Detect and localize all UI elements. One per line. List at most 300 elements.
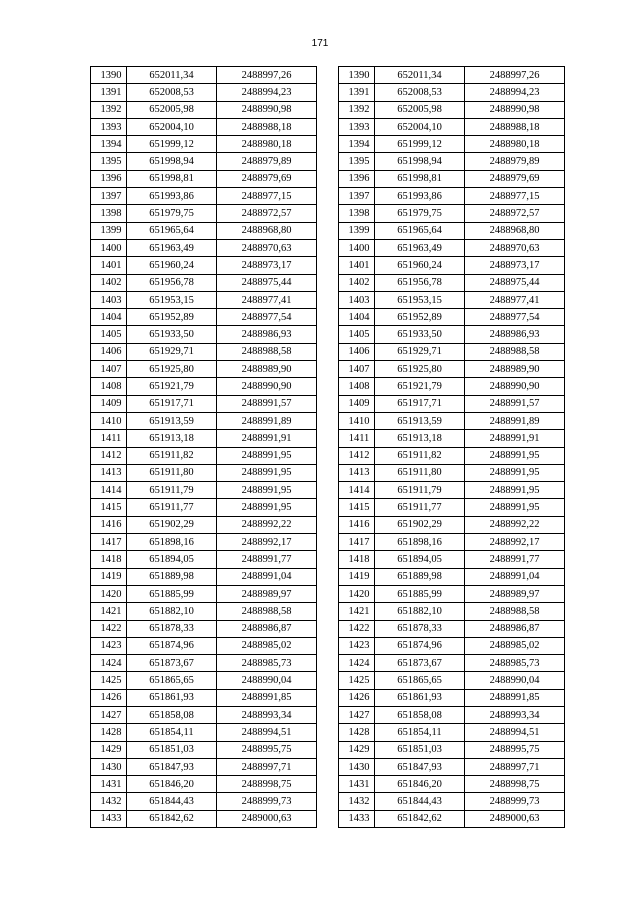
x-coordinate-cell: 651911,79 [375,482,465,499]
point-number-cell: 1402 [339,274,375,291]
point-number-cell: 1401 [91,257,127,274]
point-number-cell: 1430 [91,758,127,775]
x-coordinate-cell: 651902,29 [127,516,217,533]
y-coordinate-cell: 2488991,85 [217,689,317,706]
y-coordinate-cell: 2488992,22 [465,516,565,533]
table-row [91,412,317,429]
point-number-cell: 1421 [91,603,127,620]
y-coordinate-cell: 2488993,34 [217,706,317,723]
table-row [339,776,565,793]
table-row [339,482,565,499]
y-coordinate-cell: 2488994,23 [465,84,565,101]
x-coordinate-cell: 651885,99 [127,585,217,602]
y-coordinate-cell: 2488979,69 [217,170,317,187]
x-coordinate-cell: 651913,59 [127,412,217,429]
x-coordinate-cell: 651917,71 [127,395,217,412]
point-number-cell: 1392 [339,101,375,118]
point-number-cell: 1411 [91,430,127,447]
table-row [339,585,565,602]
point-number-cell: 1423 [339,637,375,654]
x-coordinate-cell: 651851,03 [127,741,217,758]
y-coordinate-cell: 2488988,58 [465,603,565,620]
point-number-cell: 1418 [339,551,375,568]
point-number-cell: 1392 [91,101,127,118]
y-coordinate-cell: 2488986,87 [217,620,317,637]
x-coordinate-cell: 651993,86 [375,188,465,205]
point-number-cell: 1414 [91,482,127,499]
point-number-cell: 1415 [91,499,127,516]
table-row [91,257,317,274]
y-coordinate-cell: 2488991,95 [465,482,565,499]
y-coordinate-cell: 2488994,51 [217,724,317,741]
y-coordinate-cell: 2488991,95 [217,447,317,464]
point-number-cell: 1407 [339,361,375,378]
point-number-cell: 1394 [339,136,375,153]
table-row [91,101,317,118]
table-row [91,551,317,568]
y-coordinate-cell: 2488973,17 [465,257,565,274]
y-coordinate-cell: 2488977,15 [465,188,565,205]
table-row [339,706,565,723]
x-coordinate-cell: 651913,59 [375,412,465,429]
point-number-cell: 1393 [91,118,127,135]
x-coordinate-cell: 651846,20 [375,776,465,793]
table-row [339,603,565,620]
y-coordinate-cell: 2488970,63 [217,239,317,256]
y-coordinate-cell: 2488991,77 [217,551,317,568]
x-coordinate-cell: 651952,89 [375,309,465,326]
point-number-cell: 1395 [339,153,375,170]
table-row [339,499,565,516]
table-row [339,689,565,706]
table-row [91,170,317,187]
point-number-cell: 1403 [91,291,127,308]
table-row [91,482,317,499]
y-coordinate-cell: 2488977,41 [217,291,317,308]
y-coordinate-cell: 2489000,63 [465,810,565,827]
x-coordinate-cell: 651999,12 [375,136,465,153]
x-coordinate-cell: 651953,15 [375,291,465,308]
table-row [339,257,565,274]
y-coordinate-cell: 2488999,73 [465,793,565,810]
table-row [91,84,317,101]
table-row [91,793,317,810]
x-coordinate-cell: 651933,50 [127,326,217,343]
x-coordinate-cell: 651911,82 [375,447,465,464]
y-coordinate-cell: 2488991,95 [465,464,565,481]
table-row [91,309,317,326]
x-coordinate-cell: 651921,79 [127,378,217,395]
table-row [91,430,317,447]
point-number-cell: 1402 [91,274,127,291]
y-coordinate-cell: 2488979,89 [465,153,565,170]
y-coordinate-cell: 2488991,95 [217,482,317,499]
x-coordinate-cell: 652008,53 [127,84,217,101]
y-coordinate-cell: 2488977,54 [465,309,565,326]
table-row [91,776,317,793]
x-coordinate-cell: 651911,80 [375,464,465,481]
point-number-cell: 1427 [91,706,127,723]
point-number-cell: 1396 [91,170,127,187]
point-number-cell: 1399 [339,222,375,239]
x-coordinate-cell: 652004,10 [375,118,465,135]
point-number-cell: 1429 [339,741,375,758]
point-number-cell: 1397 [339,188,375,205]
x-coordinate-cell: 651913,18 [127,430,217,447]
table-row [91,810,317,827]
x-coordinate-cell: 651865,65 [375,672,465,689]
table-row [91,291,317,308]
y-coordinate-cell: 2488991,85 [465,689,565,706]
table-row [91,239,317,256]
point-number-cell: 1410 [91,412,127,429]
table-row [339,447,565,464]
y-coordinate-cell: 2488992,22 [217,516,317,533]
y-coordinate-cell: 2488990,04 [217,672,317,689]
x-coordinate-cell: 652008,53 [375,84,465,101]
table-row [339,758,565,775]
table-row [339,118,565,135]
point-number-cell: 1427 [339,706,375,723]
point-number-cell: 1423 [91,637,127,654]
y-coordinate-cell: 2488990,90 [217,378,317,395]
x-coordinate-cell: 651993,86 [127,188,217,205]
x-coordinate-cell: 651952,89 [127,309,217,326]
point-number-cell: 1426 [91,689,127,706]
point-number-cell: 1415 [339,499,375,516]
table-row [339,188,565,205]
point-number-cell: 1417 [91,534,127,551]
table-row [339,395,565,412]
y-coordinate-cell: 2488992,17 [465,534,565,551]
page-number: 171 [311,38,329,49]
y-coordinate-cell: 2488985,02 [217,637,317,654]
table-row [91,153,317,170]
y-coordinate-cell: 2488994,51 [465,724,565,741]
table-row [339,67,565,84]
table-row [91,637,317,654]
table-row [91,395,317,412]
point-number-cell: 1424 [91,655,127,672]
y-coordinate-cell: 2488979,89 [217,153,317,170]
point-number-cell: 1417 [339,534,375,551]
y-coordinate-cell: 2488988,18 [465,118,565,135]
y-coordinate-cell: 2489000,63 [217,810,317,827]
point-number-cell: 1424 [339,655,375,672]
y-coordinate-cell: 2488991,57 [465,395,565,412]
point-number-cell: 1390 [339,67,375,84]
point-number-cell: 1425 [91,672,127,689]
table-row [91,655,317,672]
y-coordinate-cell: 2488986,93 [217,326,317,343]
table-row [91,205,317,222]
table-row [91,603,317,620]
point-number-cell: 1400 [339,239,375,256]
x-coordinate-cell: 651889,98 [127,568,217,585]
x-coordinate-cell: 651998,81 [375,170,465,187]
point-number-cell: 1390 [91,67,127,84]
x-coordinate-cell: 651911,80 [127,464,217,481]
x-coordinate-cell: 651925,80 [127,361,217,378]
point-number-cell: 1408 [339,378,375,395]
x-coordinate-cell: 651933,50 [375,326,465,343]
table-row [91,499,317,516]
table-row [91,326,317,343]
table-row [91,343,317,360]
point-number-cell: 1413 [91,464,127,481]
table-row [339,378,565,395]
y-coordinate-cell: 2488988,58 [217,603,317,620]
x-coordinate-cell: 652005,98 [375,101,465,118]
table-row [339,343,565,360]
point-number-cell: 1419 [339,568,375,585]
point-number-cell: 1416 [91,516,127,533]
table-row [91,447,317,464]
point-number-cell: 1399 [91,222,127,239]
table-row [339,222,565,239]
y-coordinate-cell: 2488991,04 [465,568,565,585]
x-coordinate-cell: 651854,11 [375,724,465,741]
y-coordinate-cell: 2488968,80 [217,222,317,239]
x-coordinate-cell: 651963,49 [127,239,217,256]
y-coordinate-cell: 2488991,95 [217,464,317,481]
y-coordinate-cell: 2488990,98 [465,101,565,118]
table-row [91,516,317,533]
x-coordinate-cell: 651979,75 [127,205,217,222]
point-number-cell: 1414 [339,482,375,499]
y-coordinate-cell: 2488985,73 [217,655,317,672]
x-coordinate-cell: 651847,93 [127,758,217,775]
table-row [91,67,317,84]
x-coordinate-cell: 652011,34 [375,67,465,84]
x-coordinate-cell: 651965,64 [127,222,217,239]
x-coordinate-cell: 651956,78 [127,274,217,291]
table-row [339,205,565,222]
table-row [339,741,565,758]
y-coordinate-cell: 2488991,95 [465,499,565,516]
y-coordinate-cell: 2488995,75 [465,741,565,758]
y-coordinate-cell: 2488990,98 [217,101,317,118]
table-row [339,793,565,810]
table-row [91,136,317,153]
y-coordinate-cell: 2488991,04 [217,568,317,585]
table-row [339,239,565,256]
point-number-cell: 1401 [339,257,375,274]
y-coordinate-cell: 2488985,73 [465,655,565,672]
y-coordinate-cell: 2488970,63 [465,239,565,256]
y-coordinate-cell: 2488980,18 [465,136,565,153]
y-coordinate-cell: 2488989,97 [465,585,565,602]
y-coordinate-cell: 2488991,57 [217,395,317,412]
x-coordinate-cell: 651844,43 [127,793,217,810]
x-coordinate-cell: 651965,64 [375,222,465,239]
point-number-cell: 1426 [339,689,375,706]
y-coordinate-cell: 2488995,75 [217,741,317,758]
y-coordinate-cell: 2488979,69 [465,170,565,187]
point-number-cell: 1422 [91,620,127,637]
point-number-cell: 1420 [91,585,127,602]
point-number-cell: 1430 [339,758,375,775]
table-row [339,291,565,308]
table-row [339,326,565,343]
y-coordinate-cell: 2488991,77 [465,551,565,568]
table-row [91,118,317,135]
x-coordinate-cell: 651873,67 [127,655,217,672]
y-coordinate-cell: 2488977,54 [217,309,317,326]
table-row [339,551,565,568]
table-row [339,101,565,118]
point-number-cell: 1407 [91,361,127,378]
y-coordinate-cell: 2488977,41 [465,291,565,308]
table-row [339,672,565,689]
x-coordinate-cell: 651925,80 [375,361,465,378]
y-coordinate-cell: 2488989,90 [465,361,565,378]
x-coordinate-cell: 651921,79 [375,378,465,395]
point-number-cell: 1422 [339,620,375,637]
point-number-cell: 1408 [91,378,127,395]
table-row [339,136,565,153]
point-number-cell: 1425 [339,672,375,689]
table-row [91,568,317,585]
point-number-cell: 1394 [91,136,127,153]
table-row [339,464,565,481]
table-row [339,655,565,672]
x-coordinate-cell: 651911,77 [127,499,217,516]
y-coordinate-cell: 2488998,75 [465,776,565,793]
x-coordinate-cell: 651898,16 [375,534,465,551]
point-number-cell: 1432 [339,793,375,810]
table-row [339,412,565,429]
point-number-cell: 1419 [91,568,127,585]
x-coordinate-cell: 651953,15 [127,291,217,308]
point-number-cell: 1416 [339,516,375,533]
y-coordinate-cell: 2488988,58 [217,343,317,360]
y-coordinate-cell: 2488999,73 [217,793,317,810]
table-row [91,222,317,239]
point-number-cell: 1398 [339,205,375,222]
x-coordinate-cell: 651858,08 [375,706,465,723]
x-coordinate-cell: 652004,10 [127,118,217,135]
y-coordinate-cell: 2488973,17 [217,257,317,274]
y-coordinate-cell: 2488972,57 [465,205,565,222]
x-coordinate-cell: 651963,49 [375,239,465,256]
table-row [91,741,317,758]
table-row [91,378,317,395]
table-row [91,724,317,741]
x-coordinate-cell: 651878,33 [127,620,217,637]
point-number-cell: 1432 [91,793,127,810]
table-row [91,689,317,706]
x-coordinate-cell: 651960,24 [375,257,465,274]
point-number-cell: 1431 [91,776,127,793]
x-coordinate-cell: 651842,62 [375,810,465,827]
point-number-cell: 1393 [339,118,375,135]
table-row [339,170,565,187]
point-number-cell: 1405 [91,326,127,343]
y-coordinate-cell: 2488975,44 [465,274,565,291]
table-row [339,516,565,533]
y-coordinate-cell: 2488988,18 [217,118,317,135]
x-coordinate-cell: 651911,82 [127,447,217,464]
point-number-cell: 1411 [339,430,375,447]
point-number-cell: 1429 [91,741,127,758]
table-row [339,810,565,827]
y-coordinate-cell: 2488989,90 [217,361,317,378]
coordinates-table-left [90,66,317,828]
x-coordinate-cell: 651913,18 [375,430,465,447]
x-coordinate-cell: 651882,10 [127,603,217,620]
y-coordinate-cell: 2488980,18 [217,136,317,153]
x-coordinate-cell: 651842,62 [127,810,217,827]
y-coordinate-cell: 2488988,58 [465,343,565,360]
coordinates-table-right [338,66,565,828]
x-coordinate-cell: 651882,10 [375,603,465,620]
x-coordinate-cell: 651911,79 [127,482,217,499]
point-number-cell: 1395 [91,153,127,170]
y-coordinate-cell: 2488994,23 [217,84,317,101]
point-number-cell: 1421 [339,603,375,620]
x-coordinate-cell: 651847,93 [375,758,465,775]
table-row [91,188,317,205]
x-coordinate-cell: 651911,77 [375,499,465,516]
x-coordinate-cell: 651998,94 [375,153,465,170]
x-coordinate-cell: 651956,78 [375,274,465,291]
point-number-cell: 1404 [339,309,375,326]
y-coordinate-cell: 2488997,26 [217,67,317,84]
table-row [339,430,565,447]
point-number-cell: 1396 [339,170,375,187]
table-row [339,274,565,291]
x-coordinate-cell: 651851,03 [375,741,465,758]
y-coordinate-cell: 2488985,02 [465,637,565,654]
table-row [91,758,317,775]
table-row [339,309,565,326]
x-coordinate-cell: 651861,93 [375,689,465,706]
point-number-cell: 1428 [339,724,375,741]
point-number-cell: 1409 [339,395,375,412]
x-coordinate-cell: 651889,98 [375,568,465,585]
point-number-cell: 1433 [91,810,127,827]
y-coordinate-cell: 2488997,71 [465,758,565,775]
y-coordinate-cell: 2488986,93 [465,326,565,343]
y-coordinate-cell: 2488992,17 [217,534,317,551]
x-coordinate-cell: 651873,67 [375,655,465,672]
x-coordinate-cell: 651999,12 [127,136,217,153]
table-row [339,724,565,741]
x-coordinate-cell: 651929,71 [127,343,217,360]
point-number-cell: 1397 [91,188,127,205]
x-coordinate-cell: 651898,16 [127,534,217,551]
point-number-cell: 1391 [91,84,127,101]
y-coordinate-cell: 2488991,89 [465,412,565,429]
x-coordinate-cell: 651979,75 [375,205,465,222]
y-coordinate-cell: 2488998,75 [217,776,317,793]
x-coordinate-cell: 651894,05 [127,551,217,568]
y-coordinate-cell: 2488972,57 [217,205,317,222]
y-coordinate-cell: 2488975,44 [217,274,317,291]
point-number-cell: 1406 [339,343,375,360]
table-row [339,620,565,637]
y-coordinate-cell: 2488991,91 [465,430,565,447]
point-number-cell: 1428 [91,724,127,741]
table-row [91,534,317,551]
point-number-cell: 1409 [91,395,127,412]
x-coordinate-cell: 651894,05 [375,551,465,568]
x-coordinate-cell: 651874,96 [375,637,465,654]
coordinates-table-right-body [339,67,565,828]
x-coordinate-cell: 652005,98 [127,101,217,118]
x-coordinate-cell: 651917,71 [375,395,465,412]
